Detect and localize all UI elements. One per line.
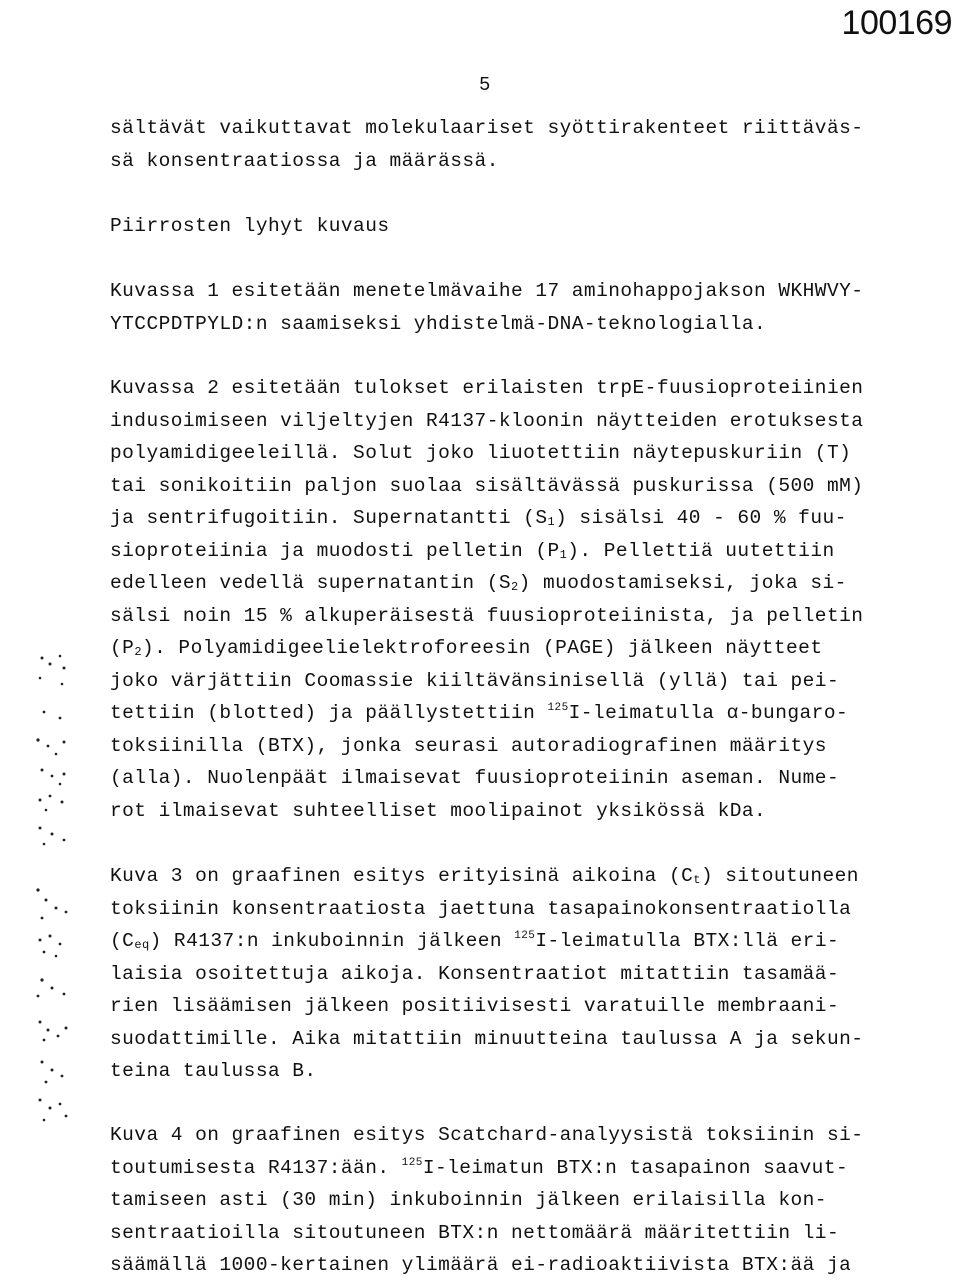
margin-dot-marks [30, 650, 90, 1130]
text-line: toksiinin konsentraatiosta jaettuna tasapainokonsentraatiolla [110, 897, 852, 920]
text-fragment: sioproteiinia ja muodosti pelletin (P [110, 539, 560, 562]
paragraph-figure-2 [110, 372, 910, 827]
text-line [110, 1152, 910, 1185]
subscript: t [693, 873, 701, 887]
text-line [110, 925, 910, 958]
text-fragment: tettiin (blotted) ja päällystettiin [110, 702, 548, 724]
subscript: eq [134, 938, 150, 952]
text-fragment: ja sentrifugoitiin. Supernatantti (S [110, 507, 548, 529]
document-number: 100169 [841, 4, 952, 42]
superscript: 125 [401, 1156, 423, 1169]
paragraph-figure-3 [110, 860, 910, 1088]
text-line [110, 860, 910, 893]
section-heading [110, 210, 910, 243]
text-line: Kuvassa 2 esitetään tulokset erilaisten trpE-fuusioproteiinien [110, 377, 864, 399]
text-line: sä konsentraatiossa ja määrässä. [110, 149, 499, 172]
superscript: 125 [514, 930, 536, 942]
text-line: YTCCPDTPYLD:n saamiseksi yhdistelmä-DNA-teknologialla. [110, 312, 767, 335]
page-number: 5 [479, 74, 491, 96]
text-line: rot ilmaisevat suhteelliset moolipainot yksikössä kDa. [110, 799, 767, 822]
paragraph-figure-4 [110, 1119, 910, 1282]
subscript: 1 [547, 515, 556, 529]
text-line: säämällä 1000-kertainen ylimäärä ei-radioaktiivista BTX:ää ja [110, 1254, 852, 1276]
text-line: indusoimiseen viljeltyjen R4137-kloonin näytteiden erotuksesta [110, 409, 864, 432]
subscript: 2 [134, 645, 142, 659]
text-line: laisia osoitettuja aikoja. Konsentraatiot mitattiin tasamää- [110, 962, 840, 985]
section-heading-text: Piirrosten lyhyt kuvaus [110, 215, 390, 237]
text-line: sentraatioilla sitoutuneen BTX:n nettomäärä määritettiin li- [110, 1221, 840, 1244]
superscript: 125 [547, 702, 569, 714]
text-line: Kuva 4 on graafinen esitys Scatchard-analyysistä toksiinin si- [110, 1124, 864, 1146]
text-line: tai sonikoitiin paljon suolaa sisältävässä puskurissa (500 mM) [110, 474, 864, 497]
text-line [110, 567, 910, 600]
text-fragment: (P [110, 637, 135, 659]
text-line: tamiseen asti (30 min) inkuboinnin jälkeen erilaisilla kon- [110, 1189, 827, 1211]
text-line: Kuvassa 1 esitetään menetelmävaihe 17 aminohappojakson WKHWVY- [110, 280, 864, 302]
text-line [110, 502, 910, 535]
text-fragment: ) sisälsi 40 - 60 % fuu- [555, 507, 847, 529]
text-line: teina taulussa B. [110, 1060, 317, 1082]
text-line: rien lisäämisen jälkeen positiivisesti varatuille membraani- [110, 995, 840, 1017]
text-fragment: ). Pellettiä uutettiin [567, 539, 835, 562]
subscript: 2 [511, 580, 519, 594]
text-line: sälsi noin 15 % alkuperäisestä fuusioproteiinista, ja pelletin [110, 604, 864, 627]
text-fragment: toutumisesta R4137:ään. [110, 1156, 402, 1179]
text-fragment: I-leimatun BTX:n tasapainon saavut- [422, 1156, 849, 1179]
text-line: sältävät vaikuttavat molekulaariset syöttirakenteet riittäväs- [110, 117, 864, 139]
text-line [110, 535, 910, 568]
text-fragment: ). Polyamidigeelielektroforeesin (PAGE) jälkeen näytteet [141, 637, 823, 659]
text-fragment: ) R4137:n inkuboinnin jälkeen [149, 930, 515, 952]
text-line: (alla). Nuolenpäät ilmaisevat fuusioproteiinin aseman. Nume- [110, 767, 840, 789]
subscript: 1 [559, 547, 568, 562]
text-line: joko värjättiin Coomassie kiiltävänsinisellä (yllä) tai pei- [110, 669, 840, 692]
text-fragment: edelleen vedellä supernatantin (S [110, 572, 512, 594]
text-line [110, 632, 910, 665]
text-line [110, 697, 910, 730]
text-fragment: Kuva 3 on graafinen esitys erityisinä aikoina (C [110, 865, 694, 887]
text-line: polyamidigeeleillä. Solut joko liuotettiin näytepuskuriin (T) [110, 442, 852, 464]
text-line: toksiinilla (BTX), jonka seurasi autoradiografinen määritys [110, 734, 827, 757]
paragraph-figure-1 [110, 275, 910, 340]
text-line: suodattimille. Aika mitattiin minuutteina taulussa A ja sekun- [110, 1027, 864, 1050]
paragraph-intro [110, 112, 910, 177]
text-fragment: (C [110, 930, 135, 952]
text-fragment: ) sitoutuneen [700, 865, 859, 887]
text-fragment: I-leimatulla α-bungaro- [568, 702, 849, 724]
text-fragment: ) muodostamiseksi, joka si- [518, 572, 847, 594]
text-fragment: I-leimatulla BTX:llä eri- [535, 930, 840, 952]
